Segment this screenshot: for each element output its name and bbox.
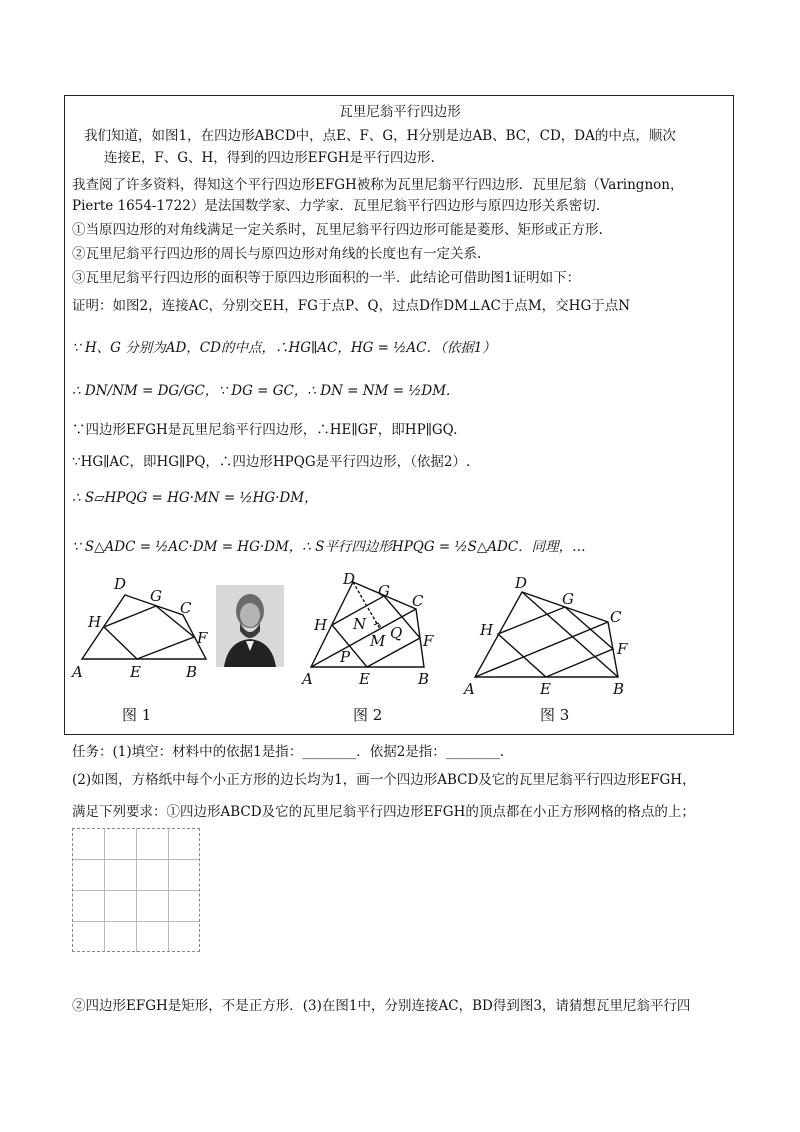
fig2-label-G: G xyxy=(378,582,390,600)
proof-step-2: ∴ DN/NM = DG/GC，∵ DG = GC，∴ DN = NM = ½DM. xyxy=(72,383,451,399)
fig2-quadrilateral xyxy=(311,582,424,667)
fig2-label-E: E xyxy=(359,670,370,688)
property-3: ③瓦里尼翁平行四边形的面积等于原四边形面积的一半．此结论可借助图1证明如下： xyxy=(72,270,581,286)
fig3-label-G: G xyxy=(562,590,574,608)
fig2-label-C: C xyxy=(412,592,424,610)
proof-step-4: ∵HG∥AC，即HG∥PQ，∴四边形HPQG是平行四边形，（依据2）. xyxy=(72,454,471,470)
proof-step-3: ∵四边形EFGH是瓦里尼翁平行四边形，∴HE∥GF，即HP∥GQ. xyxy=(72,422,458,438)
fig3-label-F: F xyxy=(617,640,628,658)
task-1: 任务：(1)填空：材料中的依据1是指：________．依据2是指：________. xyxy=(72,744,505,760)
task-2-line-2: 满足下列要求：①四边形ABCD及它的瓦里尼翁平行四边形EFGH的顶点都在小正方形网格的格点的上； xyxy=(72,804,695,820)
fig3-label-C: C xyxy=(610,608,622,626)
fig2-label-D: D xyxy=(343,572,356,588)
material-title: 瓦里尼翁平行四边形 xyxy=(339,104,461,120)
fig3-label-H: H xyxy=(480,621,494,639)
fig1-label-E: E xyxy=(130,663,141,681)
fig2-label-A: A xyxy=(302,670,313,688)
varignon-portrait xyxy=(216,585,284,667)
figure-2 xyxy=(298,572,446,690)
fig1-label-A: A xyxy=(72,663,83,681)
fig2-label-B: B xyxy=(418,670,430,688)
history-line-2: Pierte 1654-1722）是法国数学家、力学家．瓦里尼翁平行四边形与原四边形关系密切. xyxy=(72,198,601,214)
proof-intro: 证明：如图2，连接AC，分别交EH，FG于点P、Q，过点D作DM⊥AC于点M，交HG于点N xyxy=(72,298,631,314)
fig3-label-B: B xyxy=(613,680,625,697)
fig3-label-A: A xyxy=(464,680,475,697)
proof-step-5: ∴ S▱HPQG = HG·MN = ½HG·DM， xyxy=(72,490,318,506)
fig2-label-H: H xyxy=(314,616,328,634)
fig2-label-N: N xyxy=(353,615,367,633)
figure-3 xyxy=(460,572,635,697)
history-line-1: 我查阅了许多资料，得知这个平行四边形EFGH被称为瓦里尼翁平行四边形．瓦里尼翁（Varingnon， xyxy=(72,177,684,193)
task-2-line-1: (2)如图，方格纸中每个小正方形的边长均为1，画一个四边形ABCD及它的瓦里尼翁平行四边形EFGH， xyxy=(72,772,696,788)
fig2-right-angle xyxy=(374,623,381,627)
intro-line-1: 我们知道，如图1，在四边形ABCD中，点E、F、G，H分别是边AB、BC，CD，DA的中点，顺次 xyxy=(84,128,676,144)
property-1: ①当原四边形的对角线满足一定关系时，瓦里尼翁平行四边形可能是菱形、矩形或正方形. xyxy=(72,222,603,238)
fig1-label-G: G xyxy=(150,587,162,605)
figure-3-caption: 图 3 xyxy=(540,706,570,724)
fig3-label-D: D xyxy=(515,574,528,592)
fig2-label-Q: Q xyxy=(390,624,403,642)
fig1-label-H: H xyxy=(88,613,102,631)
fig2-label-F: F xyxy=(423,632,434,650)
fig1-label-C: C xyxy=(180,599,192,617)
fig2-label-P: P xyxy=(340,648,351,666)
fig1-label-B: B xyxy=(186,663,198,681)
fig1-label-D: D xyxy=(114,575,127,593)
fig3-diagonal-AC xyxy=(475,622,608,677)
figure-1 xyxy=(70,575,220,685)
property-2: ②瓦里尼翁平行四边形的周长与原四边形对角线的长度也有一定关系. xyxy=(72,246,482,262)
intro-line-2: 连接E，F、G、H，得到的四边形EFGH是平行四边形. xyxy=(104,150,435,166)
proof-step-1: ∵ H、G 分别为AD，CD的中点，∴HG∥AC，HG = ½AC．（依据1） xyxy=(72,340,496,356)
figure-1-caption: 图 1 xyxy=(122,706,152,724)
proof-step-6: ∵ S△ADC = ½AC·DM = HG·DM，∴ S平行四边形HPQG = ½S△ADC．同理，… xyxy=(72,539,586,555)
fig3-label-E: E xyxy=(540,680,551,697)
task-2-line-3: ②四边形EFGH是矩形，不是正方形．(3)在图1中，分别连接AC，BD得到图3，请猜想瓦里尼翁平行四 xyxy=(72,998,691,1014)
square-grid[interactable] xyxy=(72,828,200,952)
fig2-label-M: M xyxy=(370,632,386,650)
figure-2-caption: 图 2 xyxy=(353,706,383,724)
fig1-label-F: F xyxy=(197,629,208,647)
